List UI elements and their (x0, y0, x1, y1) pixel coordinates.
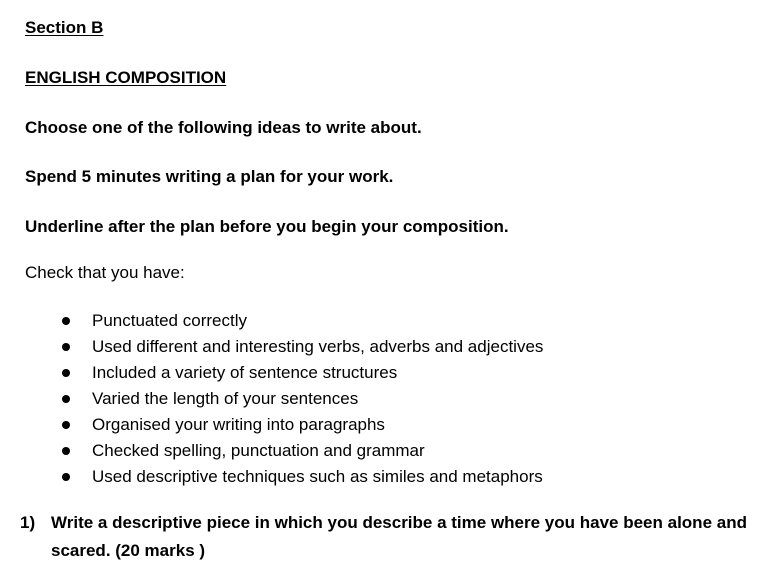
bullet-icon (62, 395, 70, 403)
composition-heading: ENGLISH COMPOSITION (25, 68, 227, 87)
bullet-icon (62, 369, 70, 377)
checklist-item-text: Organised your writing into paragraphs (92, 415, 385, 434)
bullet-icon (62, 317, 70, 325)
bullet-icon (62, 421, 70, 429)
task-number: 1) (20, 513, 36, 532)
checklist-item-text: Punctuated correctly (92, 311, 247, 330)
instruction-plan: Spend 5 minutes writing a plan for your work. (25, 167, 394, 186)
instruction-choose: Choose one of the following ideas to write about. (25, 118, 422, 137)
bullet-icon (62, 343, 70, 351)
checklist-intro: Check that you have: (25, 263, 185, 282)
checklist-item-text: Used different and interesting verbs, adverbs and adjectives (92, 337, 544, 356)
checklist-item-text: Checked spelling, punctuation and grammar (92, 441, 425, 460)
composition-task (20, 509, 760, 565)
bullet-icon (62, 447, 70, 455)
instruction-underline: Underline after the plan before you begin your composition. (25, 217, 509, 236)
bullet-icon (62, 473, 70, 481)
section-label: Section B (25, 18, 104, 37)
checklist-item-text: Used descriptive techniques such as similes and metaphors (92, 467, 543, 486)
task-text: Write a descriptive piece in which you describe a time where you have been alone and scared. (20 marks ) (51, 513, 747, 560)
checklist-item-text: Varied the length of your sentences (92, 389, 359, 408)
checklist-item-text: Included a variety of sentence structures (92, 363, 398, 382)
